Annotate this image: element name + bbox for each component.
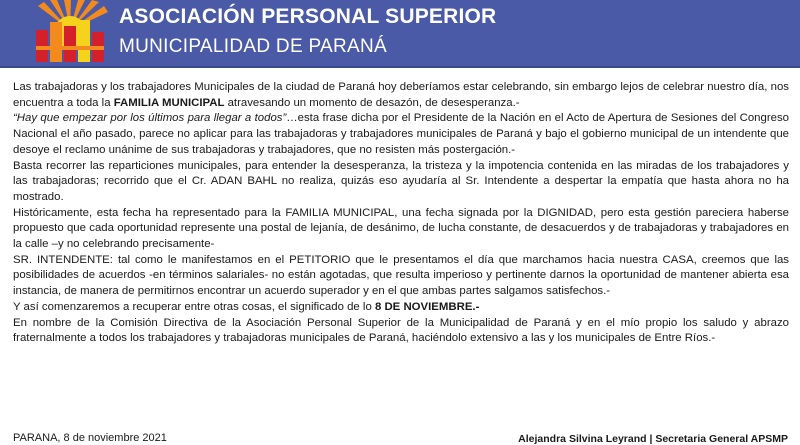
paragraph-5: SR. INTENDENTE: tal como le manifestamos en el PETITORIO que le presentamos el día que marchamos hacia nuestra CASA, creemos que las posibilidades de acuerdos -en términos salariales- no están agotadas, que resulta imperioso y pertinente darnos la oportunidad de mantener abierta esa instancia, de manera de permitirnos encontrar un acuerdo superador y en el que ambas partes salgamos satisfechos.- bbox=[13, 253, 789, 298]
header-title: ASOCIACIÓN PERSONAL SUPERIOR bbox=[119, 5, 497, 28]
header-bar bbox=[0, 0, 800, 68]
place-date: PARANA, 8 de noviembre 2021 bbox=[13, 432, 167, 444]
signature: Alejandra Silvina Leyrand | Secretaria General APSMP bbox=[518, 433, 788, 445]
letter-body bbox=[13, 80, 789, 347]
paragraph-1-text-a: Las trabajadoras y los trabajadores Municipales de la ciudad de Paraná hoy deberíamos estar celebrando, sin embargo lejos de celebrar nuestro día, nos encuentra a toda la bbox=[13, 81, 789, 109]
paragraph-1-text-c: atravesando un momento de desazón, de desesperanza.- bbox=[224, 96, 520, 109]
paragraph-2 bbox=[13, 111, 789, 158]
quote-italic: “Hay que empezar por los últimos para llegar a todos” bbox=[13, 112, 287, 125]
paragraph-3: Basta recorrer las reparticiones municipales, para entender la desesperanza, la tristeza y la impotencia contenida en las miradas de los trabajadores y las trabajadoras; recorrido que el Cr. ADAN BAHL no realiza, quizás eso ayudaría al Sr. Intendente a despertar la empatía que hasta ahora no ha mostrado. bbox=[13, 159, 789, 203]
paragraph-1 bbox=[13, 80, 789, 111]
header-subtitle: MUNICIPALIDAD DE PARANÁ bbox=[119, 36, 388, 57]
familia-municipal-bold: FAMILIA MUNICIPAL bbox=[113, 96, 225, 109]
paragraph-6-text: Y así comenzaremos a recuperar entre otras cosas, el significado de lo bbox=[13, 300, 375, 313]
paragraph-7: En nombre de la Comisión Directiva de la Asociación Personal Superior de la Municipalidad de Paraná y en el mío propio los saludo y abrazo fraternalmente a todos los trabajadores y trabajadoras municipales de Paraná, haciéndolo extensivo a las y los municipales de Entre Ríos.- bbox=[13, 316, 789, 345]
date-bold: 8 DE NOVIEMBRE.- bbox=[374, 300, 480, 313]
paragraph-2-text: …esta frase dicha por el Presidente de la Nación en el Acto de Apertura de Sesiones del Congreso Nacional el año pasado, parece no aplicar para las trabajadoras y trabajadores municipales de Paraná y bajo el gobierno municipal de un intendente que desoye el reclamo unánime de sus trabajadoras y trabajadores, que no resisten más postergación.- bbox=[13, 112, 789, 156]
paragraph-6 bbox=[13, 300, 789, 316]
association-logo-icon bbox=[30, 0, 110, 66]
paragraph-4: Históricamente, esta fecha ha representado para la FAMILIA MUNICIPAL, una fecha signada por la DIGNIDAD, pero esta gestión pareciera haberse propuesto que cada oportunidad represente una postal de lejanía, de desánimo, de lucha constante, de desacuerdos y de trabajadoras y trabajadores en la calle –y no celebrando precisamente- bbox=[13, 206, 789, 251]
